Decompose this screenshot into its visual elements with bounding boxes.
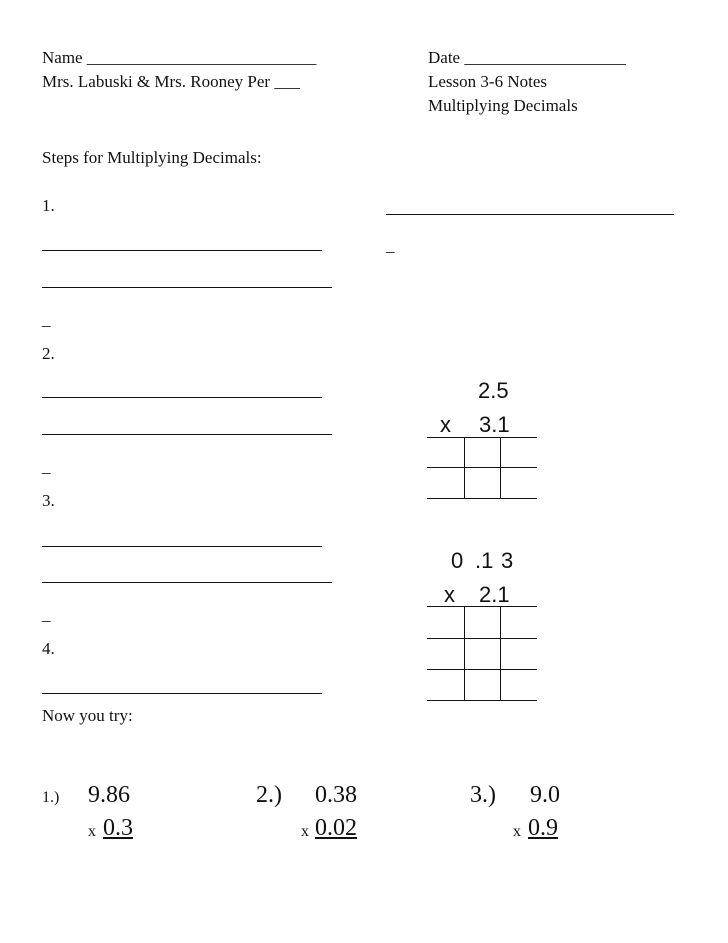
name-line: Name ___________________________	[42, 48, 317, 67]
teacher-period-line: Mrs. Labuski & Mrs. Rooney Per ___	[42, 72, 300, 91]
problem-1-top: 9.86	[88, 782, 130, 808]
example-1-grid	[427, 437, 537, 499]
example-2-bottom: 2.1	[479, 582, 510, 607]
date-line: Date ___________________	[428, 48, 626, 67]
step-1-blank-right	[386, 214, 674, 215]
step-2-number: 2.	[42, 344, 55, 363]
step-1-number: 1.	[42, 196, 55, 215]
step-4-blank-1	[42, 693, 322, 694]
step-1-dash-right: _	[386, 236, 395, 255]
step-2-dash: _	[42, 457, 51, 476]
example-2-top-int: 0	[451, 548, 464, 573]
problem-3-x: x	[513, 823, 521, 840]
problem-2-x: x	[301, 823, 309, 840]
step-3-dash: _	[42, 605, 51, 624]
problem-2-number: 2.)	[256, 782, 282, 808]
example-2-top-last: 3	[501, 548, 514, 573]
step-2-blank-1	[42, 397, 322, 398]
step-1-blank-2	[42, 287, 332, 288]
step-3-number: 3.	[42, 491, 55, 510]
problem-2-top: 0.38	[315, 782, 357, 808]
steps-heading: Steps for Multiplying Decimals:	[42, 148, 262, 167]
step-4-number: 4.	[42, 639, 55, 658]
example-2-grid	[427, 606, 537, 701]
example-2-x: x	[444, 582, 455, 607]
lesson-topic: Multiplying Decimals	[428, 96, 578, 115]
example-1-x: x	[440, 412, 451, 437]
step-1-blank-1	[42, 250, 322, 251]
step-3-blank-2	[42, 582, 332, 583]
example-1-top: 2.5	[478, 378, 509, 403]
problem-1-number: 1.)	[42, 789, 60, 806]
problem-3-bottom: 0.9	[528, 815, 558, 841]
step-3-blank-1	[42, 546, 322, 547]
problem-1-x: x	[88, 823, 96, 840]
step-1-dash: _	[42, 310, 51, 329]
example-1-bottom: 3.1	[479, 412, 510, 437]
problem-2-bottom: 0.02	[315, 815, 357, 841]
problem-1-bottom: 0.3	[103, 815, 133, 841]
example-2-top-dec: .1	[475, 548, 494, 573]
problem-3-top: 9.0	[530, 782, 560, 808]
lesson-title: Lesson 3-6 Notes	[428, 72, 547, 91]
problem-3-number: 3.)	[470, 782, 496, 808]
step-2-blank-2	[42, 434, 332, 435]
practice-heading: Now you try:	[42, 706, 133, 725]
